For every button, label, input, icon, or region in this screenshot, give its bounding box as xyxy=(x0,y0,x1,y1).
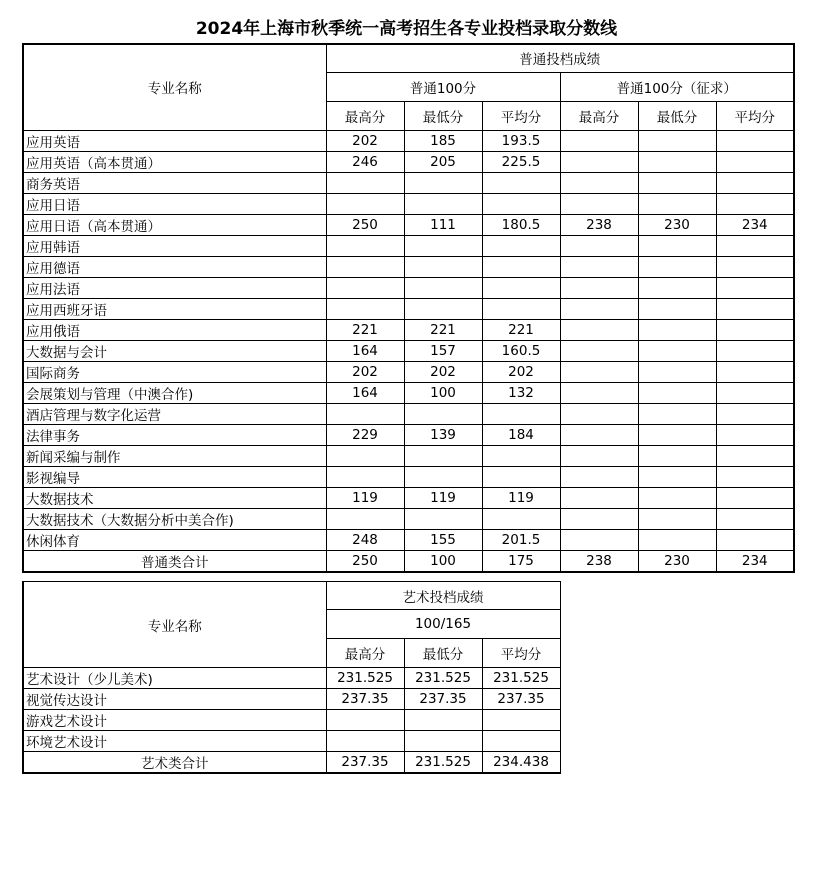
table-row xyxy=(23,689,560,710)
sub-header-regular: 普通100分 xyxy=(326,72,560,101)
score-cell-min xyxy=(404,445,482,466)
score-cell-min2 xyxy=(638,382,716,403)
score-cell-max2 xyxy=(560,424,638,445)
score-cell-min: 119 xyxy=(404,487,482,508)
score-cell-max xyxy=(326,508,404,529)
score-cell-avg xyxy=(482,445,560,466)
general-score-table xyxy=(22,43,795,573)
score-cell-min xyxy=(404,298,482,319)
table-row xyxy=(23,298,794,319)
total-label-cell: 普通类合计 xyxy=(23,550,326,572)
major-name-cell: 应用韩语 xyxy=(23,235,326,256)
score-cell-avg xyxy=(482,235,560,256)
table-row xyxy=(23,424,794,445)
major-name-cell: 应用英语 xyxy=(23,130,326,151)
score-cell-avg xyxy=(482,710,560,731)
art-sub-header: 100/165 xyxy=(326,610,560,639)
score-cell-avg2 xyxy=(716,193,794,214)
art-col-max-header: 最高分 xyxy=(326,639,404,668)
score-cell-avg2 xyxy=(716,298,794,319)
score-cell-min xyxy=(404,256,482,277)
table-row xyxy=(23,340,794,361)
table-row xyxy=(23,256,794,277)
score-cell-max2 xyxy=(560,529,638,550)
score-cell-min xyxy=(404,731,482,752)
table-row xyxy=(23,508,794,529)
score-cell-avg xyxy=(482,298,560,319)
art-name-column-header: 专业名称 xyxy=(23,582,326,668)
score-cell-max2 xyxy=(560,151,638,172)
score-cell-min: 157 xyxy=(404,340,482,361)
score-cell-max xyxy=(326,298,404,319)
major-name-cell: 休闲体育 xyxy=(23,529,326,550)
table-row xyxy=(23,235,794,256)
score-cell-avg2: 234 xyxy=(716,214,794,235)
score-cell-max: 248 xyxy=(326,529,404,550)
total-cell-avg: 175 xyxy=(482,550,560,572)
table-row xyxy=(23,319,794,340)
score-cell-max2 xyxy=(560,130,638,151)
score-cell-avg xyxy=(482,508,560,529)
score-cell-max2 xyxy=(560,382,638,403)
score-cell-min2 xyxy=(638,172,716,193)
score-cell-min: 205 xyxy=(404,151,482,172)
score-cell-min xyxy=(404,277,482,298)
score-cell-max: 119 xyxy=(326,487,404,508)
score-cell-max: 250 xyxy=(326,214,404,235)
score-cell-min xyxy=(404,172,482,193)
score-cell-max2 xyxy=(560,172,638,193)
score-cell-max2: 238 xyxy=(560,214,638,235)
score-cell-max xyxy=(326,172,404,193)
major-name-cell: 大数据技术 xyxy=(23,487,326,508)
table-row xyxy=(23,487,794,508)
major-name-cell: 大数据技术（大数据分析中美合作) xyxy=(23,508,326,529)
total-cell-min: 100 xyxy=(404,550,482,572)
col-min-header: 最低分 xyxy=(404,101,482,130)
score-cell-min: 237.35 xyxy=(404,689,482,710)
total-cell-avg2: 234 xyxy=(716,550,794,572)
score-cell-max2 xyxy=(560,466,638,487)
table-row xyxy=(23,277,794,298)
score-cell-min xyxy=(404,508,482,529)
col-max-header: 最高分 xyxy=(326,101,404,130)
score-cell-avg xyxy=(482,256,560,277)
score-cell-max2 xyxy=(560,487,638,508)
score-cell-max2 xyxy=(560,340,638,361)
major-name-cell: 国际商务 xyxy=(23,361,326,382)
table-row xyxy=(23,529,794,550)
art-col-avg-header: 平均分 xyxy=(482,639,560,668)
score-cell-max xyxy=(326,403,404,424)
major-name-cell: 应用日语 xyxy=(23,193,326,214)
total-cell-avg: 234.438 xyxy=(482,752,560,774)
col-avg-header: 平均分 xyxy=(482,101,560,130)
score-cell-max2 xyxy=(560,277,638,298)
table-row xyxy=(23,193,794,214)
score-cell-avg2 xyxy=(716,130,794,151)
score-cell-avg2 xyxy=(716,340,794,361)
score-cell-min2 xyxy=(638,277,716,298)
score-cell-min2 xyxy=(638,508,716,529)
score-cell-avg2 xyxy=(716,445,794,466)
total-row xyxy=(23,550,794,572)
score-cell-max: 164 xyxy=(326,340,404,361)
total-label-cell: 艺术类合计 xyxy=(23,752,326,774)
score-cell-max xyxy=(326,235,404,256)
score-cell-min2 xyxy=(638,487,716,508)
major-name-cell: 应用俄语 xyxy=(23,319,326,340)
score-cell-max2 xyxy=(560,298,638,319)
score-cell-avg2 xyxy=(716,235,794,256)
score-cell-max2 xyxy=(560,193,638,214)
score-cell-avg2 xyxy=(716,361,794,382)
score-cell-min xyxy=(404,710,482,731)
score-cell-max xyxy=(326,256,404,277)
score-cell-avg2 xyxy=(716,277,794,298)
score-cell-min2 xyxy=(638,403,716,424)
score-cell-max2 xyxy=(560,235,638,256)
score-cell-max2 xyxy=(560,361,638,382)
score-cell-max xyxy=(326,445,404,466)
score-cell-max2 xyxy=(560,319,638,340)
art-score-table xyxy=(22,581,561,774)
score-cell-min2 xyxy=(638,256,716,277)
table-row xyxy=(23,731,560,752)
score-cell-avg: 221 xyxy=(482,319,560,340)
table-row xyxy=(23,403,794,424)
score-cell-max: 202 xyxy=(326,361,404,382)
major-name-cell: 应用法语 xyxy=(23,277,326,298)
score-cell-min: 185 xyxy=(404,130,482,151)
score-cell-avg2 xyxy=(716,403,794,424)
score-cell-avg xyxy=(482,172,560,193)
score-cell-avg2 xyxy=(716,529,794,550)
major-name-cell: 大数据与会计 xyxy=(23,340,326,361)
score-cell-min2 xyxy=(638,340,716,361)
art-group-header: 艺术投档成绩 xyxy=(326,582,560,610)
table-row xyxy=(23,382,794,403)
table-row xyxy=(23,214,794,235)
score-cell-max: 246 xyxy=(326,151,404,172)
major-name-cell: 法律事务 xyxy=(23,424,326,445)
score-cell-avg: 231.525 xyxy=(482,668,560,689)
score-cell-min2 xyxy=(638,298,716,319)
score-cell-avg2 xyxy=(716,172,794,193)
score-cell-avg xyxy=(482,193,560,214)
total-cell-max2: 238 xyxy=(560,550,638,572)
table-row xyxy=(23,466,794,487)
score-cell-min: 231.525 xyxy=(404,668,482,689)
score-cell-max: 231.525 xyxy=(326,668,404,689)
major-name-cell: 商务英语 xyxy=(23,172,326,193)
score-cell-max2 xyxy=(560,256,638,277)
col-avg2-header: 平均分 xyxy=(716,101,794,130)
sub-header-supplementary: 普通100分（征求） xyxy=(560,72,794,101)
table-row xyxy=(23,445,794,466)
score-cell-avg xyxy=(482,277,560,298)
score-cell-min2 xyxy=(638,466,716,487)
major-name-cell: 艺术设计（少儿美术) xyxy=(23,668,326,689)
score-cell-min2 xyxy=(638,151,716,172)
score-cell-avg xyxy=(482,403,560,424)
score-cell-max: 237.35 xyxy=(326,689,404,710)
score-cell-avg2 xyxy=(716,319,794,340)
score-cell-avg: 202 xyxy=(482,361,560,382)
score-cell-max: 164 xyxy=(326,382,404,403)
score-cell-min: 202 xyxy=(404,361,482,382)
score-cell-min: 139 xyxy=(404,424,482,445)
table-row xyxy=(23,172,794,193)
score-cell-max2 xyxy=(560,508,638,529)
score-cell-min xyxy=(404,235,482,256)
general-group-header: 普通投档成绩 xyxy=(326,44,794,72)
total-cell-max: 250 xyxy=(326,550,404,572)
name-column-header: 专业名称 xyxy=(23,44,326,130)
score-cell-avg xyxy=(482,466,560,487)
total-row xyxy=(23,752,560,774)
score-cell-avg: 201.5 xyxy=(482,529,560,550)
total-cell-min: 231.525 xyxy=(404,752,482,774)
score-cell-avg2 xyxy=(716,466,794,487)
score-cell-min2 xyxy=(638,235,716,256)
score-cell-max xyxy=(326,731,404,752)
score-cell-min2 xyxy=(638,445,716,466)
art-col-min-header: 最低分 xyxy=(404,639,482,668)
score-cell-avg2 xyxy=(716,424,794,445)
score-cell-max2 xyxy=(560,445,638,466)
table-row xyxy=(23,361,794,382)
score-cell-max xyxy=(326,710,404,731)
score-cell-max xyxy=(326,466,404,487)
col-max2-header: 最高分 xyxy=(560,101,638,130)
total-cell-min2: 230 xyxy=(638,550,716,572)
major-name-cell: 应用德语 xyxy=(23,256,326,277)
score-cell-min2 xyxy=(638,361,716,382)
page-title: 2024年上海市秋季统一高考招生各专业投档录取分数线 xyxy=(195,19,618,39)
score-cell-min: 155 xyxy=(404,529,482,550)
score-cell-min xyxy=(404,193,482,214)
score-cell-max xyxy=(326,193,404,214)
score-cell-max xyxy=(326,277,404,298)
major-name-cell: 应用英语（高本贯通） xyxy=(23,151,326,172)
score-cell-avg2 xyxy=(716,256,794,277)
col-min2-header: 最低分 xyxy=(638,101,716,130)
total-cell-max: 237.35 xyxy=(326,752,404,774)
major-name-cell: 环境艺术设计 xyxy=(23,731,326,752)
score-cell-avg: 119 xyxy=(482,487,560,508)
table-row xyxy=(23,151,794,172)
score-cell-avg2 xyxy=(716,151,794,172)
major-name-cell: 应用日语（高本贯通） xyxy=(23,214,326,235)
major-name-cell: 新闻采编与制作 xyxy=(23,445,326,466)
score-cell-avg: 180.5 xyxy=(482,214,560,235)
score-cell-min: 100 xyxy=(404,382,482,403)
score-cell-avg2 xyxy=(716,382,794,403)
major-name-cell: 会展策划与管理（中澳合作) xyxy=(23,382,326,403)
score-cell-min xyxy=(404,466,482,487)
score-cell-avg: 132 xyxy=(482,382,560,403)
score-cell-min: 221 xyxy=(404,319,482,340)
score-cell-avg: 193.5 xyxy=(482,130,560,151)
score-cell-max: 221 xyxy=(326,319,404,340)
score-cell-avg: 237.35 xyxy=(482,689,560,710)
score-cell-min2 xyxy=(638,193,716,214)
score-cell-avg: 184 xyxy=(482,424,560,445)
table-row xyxy=(23,130,794,151)
score-cell-avg: 225.5 xyxy=(482,151,560,172)
score-cell-max: 202 xyxy=(326,130,404,151)
score-cell-min2 xyxy=(638,319,716,340)
major-name-cell: 应用西班牙语 xyxy=(23,298,326,319)
score-cell-min2 xyxy=(638,130,716,151)
table-row xyxy=(23,710,560,731)
score-cell-max: 229 xyxy=(326,424,404,445)
score-cell-max2 xyxy=(560,403,638,424)
score-cell-avg2 xyxy=(716,487,794,508)
score-cell-avg xyxy=(482,731,560,752)
major-name-cell: 视觉传达设计 xyxy=(23,689,326,710)
score-cell-min2 xyxy=(638,424,716,445)
table-row xyxy=(23,668,560,689)
major-name-cell: 游戏艺术设计 xyxy=(23,710,326,731)
score-cell-min2 xyxy=(638,529,716,550)
score-cell-min xyxy=(404,403,482,424)
score-cell-avg: 160.5 xyxy=(482,340,560,361)
major-name-cell: 影视编导 xyxy=(23,466,326,487)
score-cell-min: 111 xyxy=(404,214,482,235)
score-cell-min2: 230 xyxy=(638,214,716,235)
major-name-cell: 酒店管理与数字化运营 xyxy=(23,403,326,424)
score-cell-avg2 xyxy=(716,508,794,529)
